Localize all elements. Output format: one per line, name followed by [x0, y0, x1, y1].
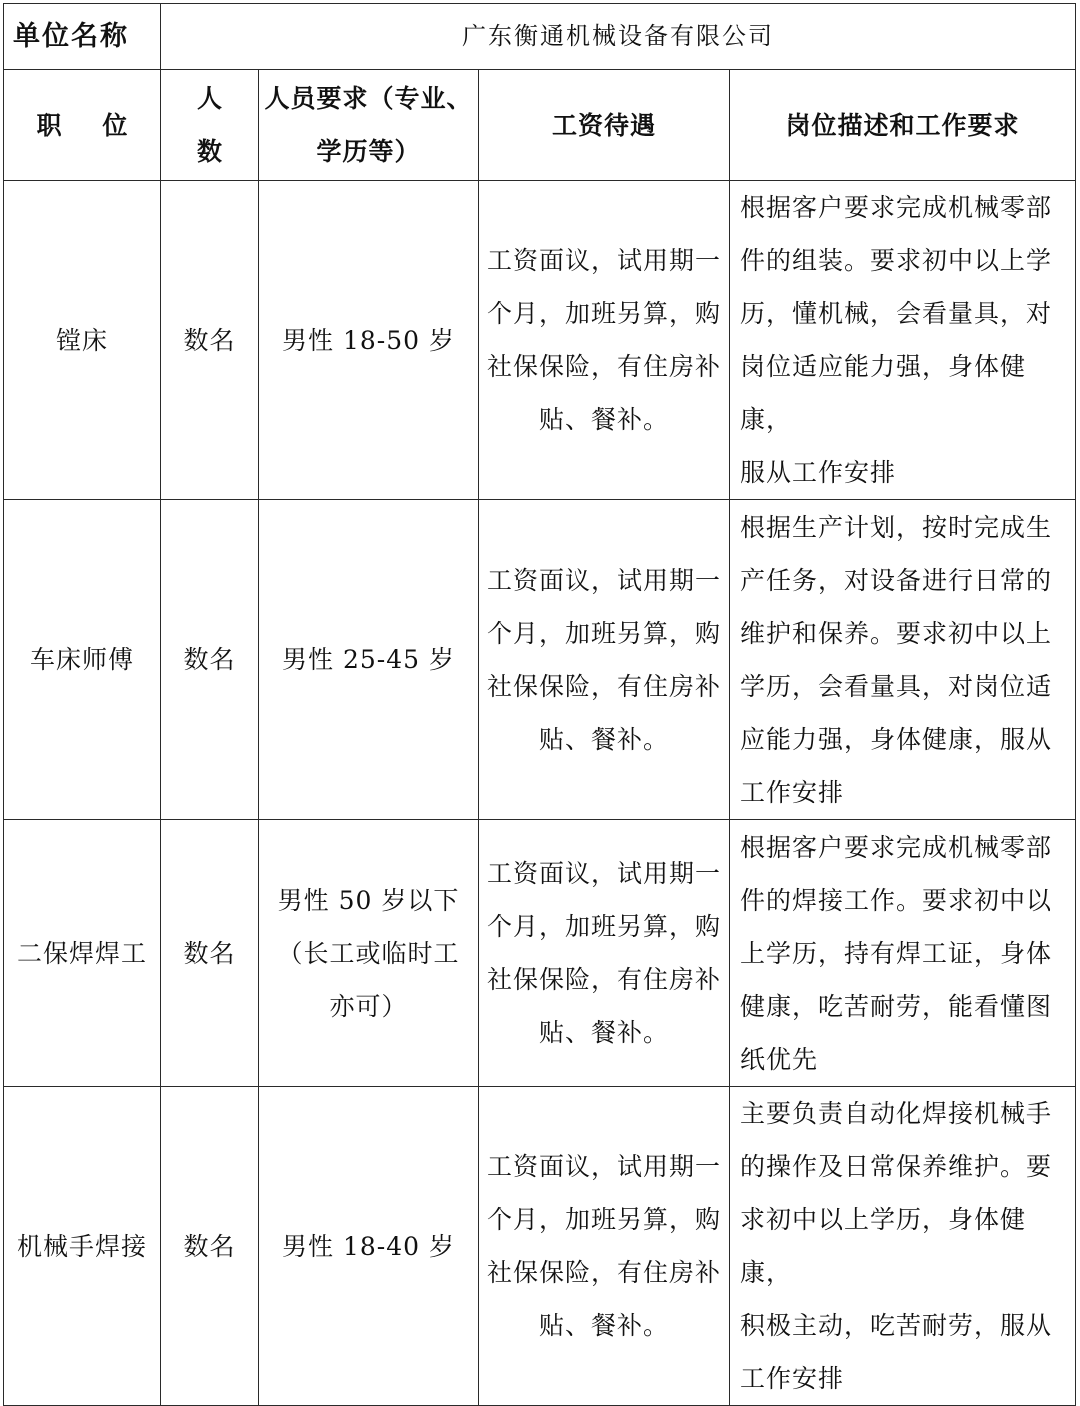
count-cell	[161, 181, 259, 500]
salary-text: 工资面议，试用期一 个月，加班另算，购 社保保险，有住房补 贴、餐补。	[486, 246, 721, 434]
description-text: 根据客户要求完成机械零部 件的组装。要求初中以上学 历，懂机械，会看量具，对 岗位适应能力强，身体健康， 服从工作安排	[740, 193, 1053, 487]
header-description	[730, 70, 1076, 181]
requirements-text: 男性 18-40 岁	[282, 1231, 455, 1261]
salary-text: 工资面议，试用期一 个月，加班另算，购 社保保险，有住房补 贴、餐补。	[486, 1152, 721, 1340]
salary-text: 工资面议，试用期一 个月，加班另算，购 社保保险，有住房补 贴、餐补。	[486, 565, 721, 754]
count-cell	[161, 820, 259, 1087]
table-row	[4, 500, 1076, 820]
header-salary	[479, 70, 730, 181]
salary-text: 工资面议，试用期一 个月，加班另算，购 社保保险，有住房补 贴、餐补。	[486, 859, 721, 1047]
position-cell	[4, 500, 161, 820]
description-text: 根据生产计划，按时完成生 产任务，对设备进行日常的 维护和保养。要求初中以上 学历，会看量具，对岗位适 应能力强，身体健康，服从 工作安排	[740, 512, 1053, 807]
unit-name-label: 单位名称	[4, 4, 161, 70]
unit-name-value: 广东衡通机械设备有限公司	[161, 4, 1076, 70]
table-row	[4, 181, 1076, 500]
header-description-text: 岗位描述和工作要求	[785, 110, 1020, 140]
unit-row	[4, 4, 1076, 70]
description-cell	[730, 181, 1076, 500]
salary-cell	[479, 820, 730, 1087]
salary-cell	[479, 500, 730, 820]
header-position	[4, 70, 161, 181]
count-text: 数名	[183, 645, 236, 674]
header-position-text: 职 位	[36, 110, 144, 140]
description-cell	[730, 820, 1076, 1087]
requirements-cell	[259, 820, 479, 1087]
position-text: 镗床	[55, 325, 108, 355]
count-text: 数名	[183, 1231, 236, 1261]
count-cell	[161, 500, 259, 820]
position-cell	[4, 181, 161, 500]
description-text: 主要负责自动化焊接机械手 的操作及日常保养维护。要 求初中以上学历，身体健康， 积极主动，吃苦耐劳，服从 工作安排	[740, 1099, 1053, 1393]
requirements-cell	[259, 181, 479, 500]
header-count	[161, 70, 259, 181]
requirements-text: 男性 25-45 岁	[282, 645, 455, 674]
header-requirements-text: 人员要求（专业、 学历等）	[264, 84, 473, 166]
position-text: 机械手焊接	[16, 1231, 147, 1261]
description-text: 根据客户要求完成机械零部 件的焊接工作。要求初中以 上学历，持有焊工证，身体 健康，吃苦耐劳，能看懂图 纸优先	[740, 832, 1053, 1074]
header-row	[4, 70, 1076, 181]
position-text: 二保焊焊工	[16, 938, 147, 968]
description-cell	[730, 500, 1076, 820]
description-cell	[730, 1087, 1076, 1406]
position-cell	[4, 820, 161, 1087]
salary-cell	[479, 1087, 730, 1406]
count-cell	[161, 1087, 259, 1406]
requirements-cell	[259, 500, 479, 820]
count-text: 数名	[183, 325, 236, 355]
position-text: 车床师傅	[29, 645, 134, 674]
count-text: 数名	[183, 938, 236, 968]
requirements-text: 男性 18-50 岁	[282, 325, 455, 355]
position-cell	[4, 1087, 161, 1406]
header-count-text: 人 数	[196, 84, 238, 166]
header-salary-text: 工资待遇	[551, 110, 656, 140]
requirements-cell	[259, 1087, 479, 1406]
requirements-text: 男性 50 岁以下 （长工或临时工 亦可）	[277, 885, 460, 1021]
salary-cell	[479, 181, 730, 500]
table-row	[4, 1087, 1076, 1406]
job-listing-table	[3, 3, 1076, 1406]
header-requirements	[259, 70, 479, 181]
table-row	[4, 820, 1076, 1087]
